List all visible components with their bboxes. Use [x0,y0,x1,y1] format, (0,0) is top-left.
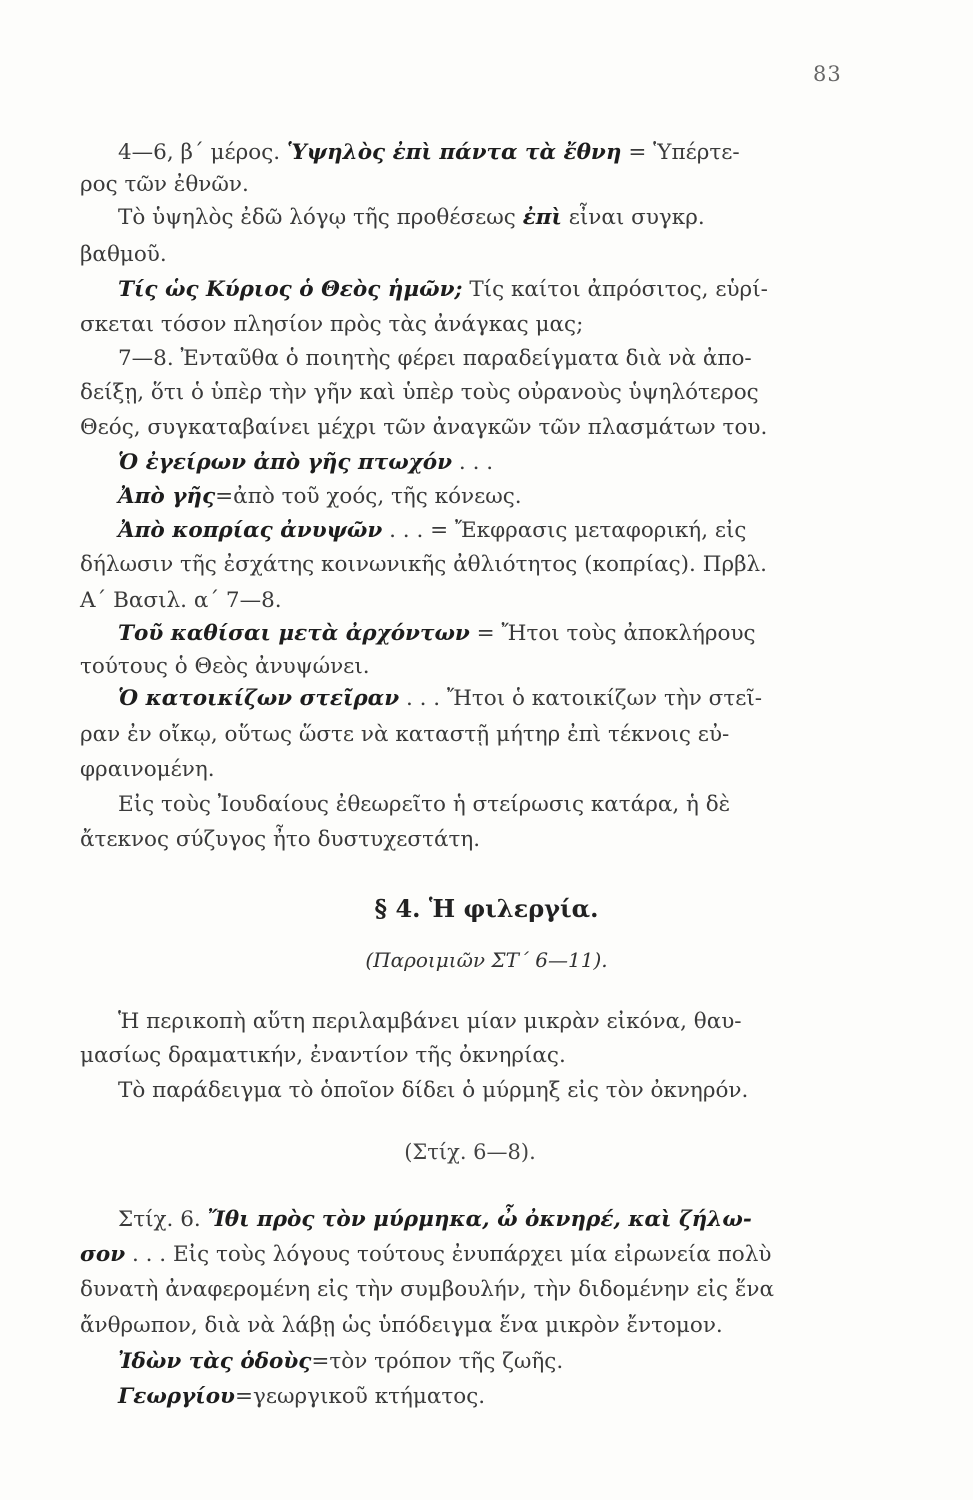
bold-term: Ἰδὼν τὰς ὁδοὺς [118,1349,312,1374]
text-span: . . . = Ἔκφρασις μεταφορική, εἰς [382,518,747,543]
text-line: δυνατὴ ἀναφερομένη εἰς τὴν συμβουλήν, τὴν διδομένην εἰς ἕνα [80,1277,775,1302]
text-line: βαθμοῦ. [80,242,167,267]
text-line [118,1347,898,1377]
bold-term: Ὁ κατοικίζων στεῖραν [118,686,400,711]
text-span: = Ὑπέρτε- [621,140,740,165]
text-line [118,619,898,649]
text-span: . . . Εἰς τοὺς λόγους τούτους ἐνυπάρχει μία εἰρωνεία πολὺ [125,1242,772,1267]
text-line: σκεται τόσον πλησίον πρὸς τὰς ἀνάγκας μας; [80,312,584,337]
text-line: Εἰς τοὺς Ἰουδαίους ἐθεωρεῖτο ἡ στείρωσις κατάρα, ἡ δὲ [118,792,731,817]
text-line: φραινομένη. [80,757,215,782]
text-line: ἄτεκνος σύζυγος ἦτο δυστυχεστάτη. [80,827,481,852]
text-line [118,275,898,305]
text-line: ραν ἐν οἴκῳ, οὕτως ὥστε νὰ καταστῇ μήτηρ ἐπὶ τέκνοις εὐ- [80,722,730,747]
section-heading: § 4. Ἡ φιλεργία. [374,894,599,923]
text-line: Τὸ παράδειγμα τὸ ὁποῖον δίδει ὁ μύρμηξ εἰς τὸν ὀκνηρόν. [118,1078,749,1103]
verse-reference: (Στίχ. 6—8). [404,1140,536,1164]
bold-term: Ἴθι πρὸς τὸν μύρμηκα, ὦ ὀκνηρέ, καὶ ζήλω- [207,1207,752,1232]
text-span: . . . Ἤτοι ὁ κατοικίζων τὴν στεῖ- [399,686,763,711]
bold-term: Ἀπὸ γῆς [118,484,216,509]
text-line [118,516,898,546]
section-reference: (Παροιμιῶν ΣΤ΄ 6—11). [365,948,608,972]
text-line [118,684,898,714]
text-span: =τὸν τρόπον τῆς ζωῆς. [311,1349,564,1374]
text-line [118,138,898,168]
text-line [118,203,898,233]
text-span: εἶναι συγκρ. [561,205,705,230]
bold-term: σον [80,1242,126,1267]
text-span: =γεωργικοῦ κτήματος. [234,1384,486,1409]
text-span: =ἀπὸ τοῦ χοός, τῆς κόνεως. [215,484,522,509]
bold-term: Τοῦ καθίσαι μετὰ ἀρχόντων [118,621,470,646]
text-line: μασίως δραματικήν, ἐναντίον τῆς ὀκνηρίας. [80,1043,566,1068]
text-line: τούτους ὁ Θεὸς ἀνυψώνει. [80,654,370,679]
page-number: 83 [813,62,842,86]
text-line [80,1240,860,1270]
text-line: ἄνθρωπον, διὰ νὰ λάβῃ ὡς ὑπόδειγμα ἕνα μικρὸν ἔντομον. [80,1313,723,1338]
bold-term: Τίς ὡς Κύριος ὁ Θεὸς ἡμῶν; [118,277,463,302]
text-line [118,1382,898,1412]
text-line [118,482,898,512]
bold-term: ἐπὶ [522,205,562,230]
text-span: . . . [452,450,494,475]
text-line: 7—8. Ἐνταῦθα ὁ ποιητὴς φέρει παραδείγματα διὰ νὰ ἀπο- [118,346,752,371]
text-line: ρος τῶν ἐθνῶν. [80,172,249,197]
bold-term: Γεωργίου [118,1384,235,1409]
text-line: δήλωσιν τῆς ἐσχάτης κοινωνικῆς ἀθλιότητος (κοπρίας). Πρβλ. [80,552,767,577]
text-line [118,1205,898,1235]
text-line: Α΄ Βασιλ. α΄ 7—8. [80,588,282,613]
text-span: Τὸ ὑψηλὸς ἐδῶ λόγῳ τῆς προθέσεως [118,205,523,230]
text-line: Ἡ περικοπὴ αὕτη περιλαμβάνει μίαν μικρὰν εἰκόνα, θαυ- [118,1009,742,1034]
text-span: 4—6, β΄ μέρος. [118,140,287,165]
bold-term: Ἀπὸ κοπρίας ἀνυψῶν [118,518,383,543]
bold-term: Ὁ ἐγείρων ἀπὸ γῆς πτωχόν [118,450,453,475]
text-line [118,448,898,478]
text-span: Τίς καίτοι ἀπρόσιτος, εὑρί- [462,277,768,302]
text-span: Στίχ. 6. [118,1207,208,1232]
text-line: δείξῃ, ὅτι ὁ ὑπὲρ τὴν γῆν καὶ ὑπὲρ τοὺς οὐρανοὺς ὑψηλότερος [80,380,759,405]
text-line: Θεός, συγκαταβαίνει μέχρι τῶν ἀναγκῶν τῶν πλασμάτων του. [80,415,768,440]
text-span: = Ἤτοι τοὺς ἀποκλήρους [469,621,756,646]
bold-term: Ὑψηλὸς ἐπὶ πάντα τὰ ἔθνη [286,140,622,165]
